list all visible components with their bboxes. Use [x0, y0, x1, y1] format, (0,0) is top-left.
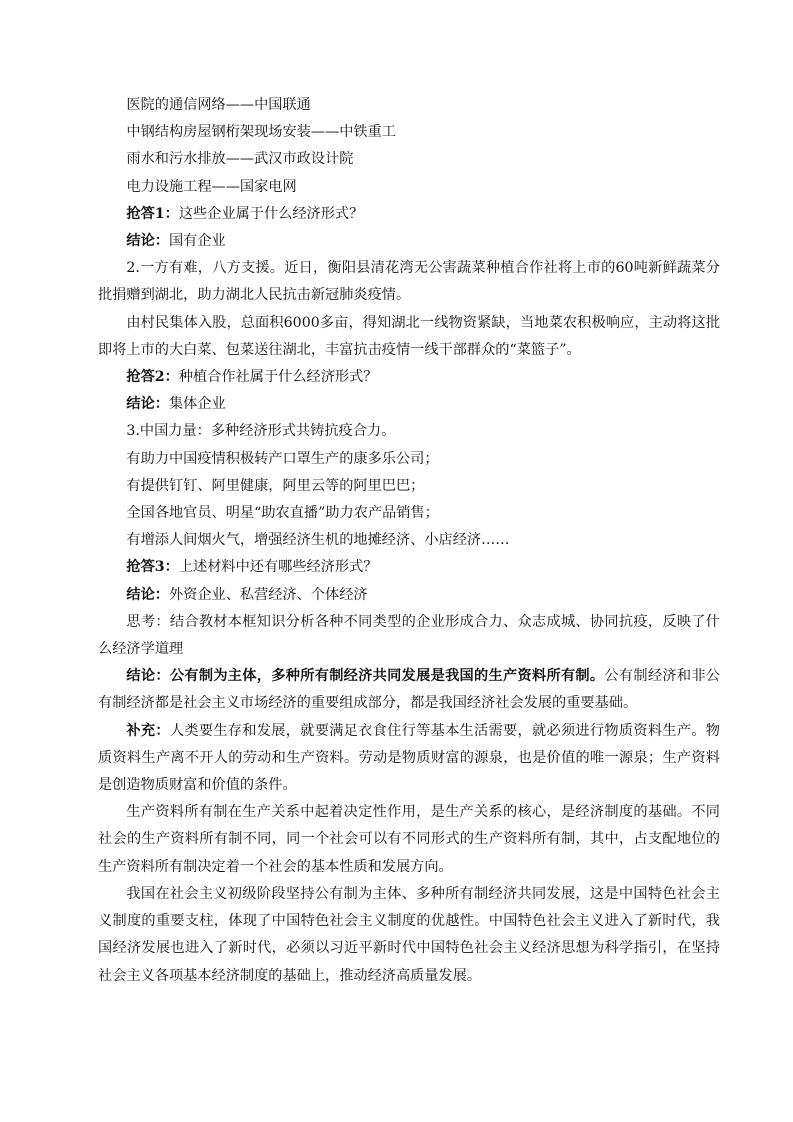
- paragraph-4: 3.中国力量：多种经济形式共铸抗疫合力。: [126, 423, 396, 440]
- paragraph-2: 2.一方有难，八方支援。近日，衡阳县清花湾无公害蔬菜种植合作社将上市的60吨新鲜蔬菜分批捐赠到湖北，助力湖北人民抗击新冠肺炎疫情。: [98, 260, 720, 304]
- question-text: 种植合作社属于什么经济形式？: [178, 369, 378, 386]
- conclusion-text: 公有制经济和非公有制经济都是社会主义市场经济的重要组成部分，都是我国经济社会发展的重要基础。: [98, 668, 720, 712]
- question-text: 上述材料中还有哪些经济形式？: [178, 559, 378, 576]
- list-item: 全国各地官员、明星“助农直播”助力农产品销售；: [126, 505, 439, 522]
- list-item: 有提供钉钉、阿里健康，阿里云等的阿里巴巴；: [126, 477, 425, 494]
- conclusion-label: 结论：: [126, 233, 169, 250]
- conclusion-text: 集体企业: [168, 396, 226, 413]
- conclusion-2: [98, 391, 720, 418]
- question-3: [98, 554, 720, 581]
- question-2: [98, 364, 720, 391]
- conclusion-label: 结论：: [126, 396, 169, 413]
- list-item: 电力设施工程——国家电网: [126, 178, 297, 195]
- conclusion-label: 结论：: [126, 668, 170, 685]
- question-label: 抢答3：: [126, 559, 179, 576]
- think-paragraph: 思考：结合教材本框知识分析各种不同类型的企业形成合力、众志成城、协同抗疫，反映了什么经济学道理: [98, 613, 720, 658]
- paragraph-5: 生产资料所有制在生产关系中起着决定性作用，是生产关系的核心，是经济制度的基础。不同社会的生产资料所有制不同，同一个社会可以有不同形式的生产资料所有制，其中，占支配地位的生产资料所有制决定着一个社会的基本性质和发展方向。: [98, 804, 720, 875]
- paragraph-6: 我国在社会主义初级阶段坚持公有制为主体、多种所有制经济共同发展，这是中国特色社会主义制度的重要支柱，体现了中国特色社会主义制度的优越性。中国特色社会主义进入了新时代，我国经济发展也进入了新时代，必须以习近平新时代中国特色社会主义经济思想为科学指引，在坚持社会主义各项基本经济制度的基础上，推动经济高质量发展。: [98, 885, 720, 984]
- question-1: [98, 201, 720, 228]
- paragraph-3: 由村民集体入股，总面积6000多亩，得知湖北一线物资紧缺，当地菜农积极响应，主动将这批即将上市的大白菜、包菜送往湖北，丰富抗击疫情一线干部群众的“菜篮子”。: [98, 314, 720, 358]
- conclusion-text: 国有企业: [168, 233, 226, 250]
- list-item: 有增添人间烟火气，增强经济生机的地摊经济、小店经济……: [126, 532, 510, 549]
- conclusion-text: 外资企业、私营经济、个体经济: [168, 586, 368, 603]
- question-text: 这些企业属于什么经济形式？: [178, 205, 364, 222]
- conclusion-3: [98, 582, 720, 609]
- conclusion-bold-text: 公有制为主体，多种所有制经济共同发展是我国的生产资料所有制。: [169, 668, 605, 685]
- question-label: 抢答1：: [126, 205, 179, 222]
- list-item: 中钢结构房屋钢桁架现场安装——中铁重工: [126, 124, 396, 141]
- list-item: 有助力中国疫情积极转产口罩生产的康多乐公司；: [126, 450, 439, 467]
- list-item: 医院的通信网络——中国联通: [126, 97, 311, 113]
- conclusion-label: 结论：: [126, 586, 169, 603]
- conclusion-1: [98, 228, 720, 255]
- question-label: 抢答2：: [126, 369, 179, 386]
- supplement-label: 补充：: [126, 722, 170, 739]
- conclusion-4: [98, 663, 720, 717]
- supplement-text: 人类要生存和发展，就要满足衣食住行等基本生活需要，就必须进行物质资料生产。物质资料生产离不开人的劳动和生产资料。劳动是物质财富的源泉，也是价值的唯一源泉；生产资料是创造物质财富和价值的条件。: [98, 722, 720, 794]
- document-body: [98, 92, 720, 990]
- list-item: 雨水和污水排放——武汉市政设计院: [126, 151, 354, 168]
- supplement-paragraph: [98, 718, 720, 800]
